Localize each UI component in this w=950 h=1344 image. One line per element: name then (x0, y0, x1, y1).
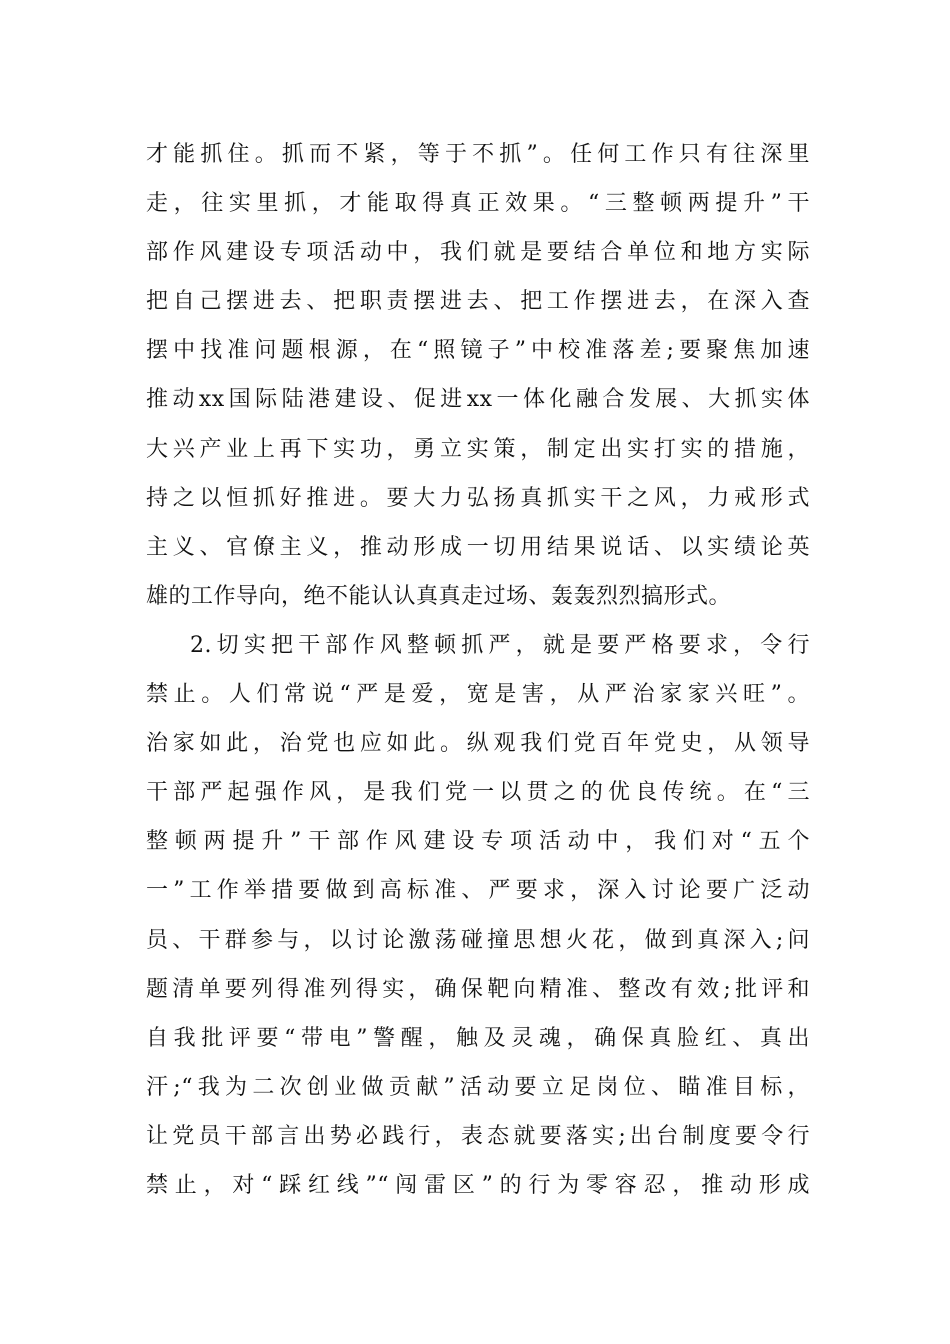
text-line: 干部严起强作风，是我们党一以贯之的优良传统。在“三 (146, 780, 810, 806)
text-line: 持之以恒抓好推进。要大力弘扬真抓实干之风，力戒形式 (146, 485, 810, 511)
text-line: 主义、官僚主义，推动形成一切用结果说话、以实绩论英 (146, 534, 810, 560)
text-line: 走，往实里抓，才能取得真正效果。“三整顿两提升”干 (146, 191, 810, 217)
text-line: 摆中找准问题根源，在“照镜子”中校准落差;要聚焦加速 (146, 338, 810, 364)
text-line: 治家如此，治党也应如此。纵观我们党百年党史，从领导 (146, 731, 810, 757)
text-line: 雄的工作导向，绝不能认认真真走过场、轰轰烈烈搞形式。 (146, 583, 732, 609)
text-line: 整顿两提升”干部作风建设专项活动中，我们对“五个 (146, 829, 810, 855)
document-body (146, 130, 810, 1210)
text-line: 禁止，对“踩红线”“闯雷区”的行为零容忍，推动形成 (146, 1172, 810, 1198)
text-line: 题清单要列得准列得实，确保靶向精准、整改有效;批评和 (146, 976, 810, 1002)
text-line: 才能抓住。抓而不紧，等于不抓”。任何工作只有往深里 (146, 142, 810, 167)
text-line: 一”工作举措要做到高标准、严要求，深入讨论要广泛动 (146, 878, 810, 904)
text-line: 让党员干部言出势必践行，表态就要落实;出台制度要令行 (146, 1123, 810, 1149)
text-line: 汗;“我为二次创业做贡献”活动要立足岗位、瞄准目标， (146, 1074, 810, 1100)
text-line: 员、干群参与，以讨论激荡碰撞思想火花，做到真深入;问 (146, 927, 810, 953)
text-line: 禁止。人们常说“严是爱，宽是害，从严治家家兴旺”。 (146, 682, 810, 708)
text-line: 部作风建设专项活动中，我们就是要结合单位和地方实际 (146, 240, 810, 266)
text-line: 推动xx国际陆港建设、促进xx一体化融合发展、大抓实体 (146, 387, 810, 413)
paragraph-start-line: 2.切实把干部作风整顿抓严，就是要严格要求，令行 (190, 632, 810, 658)
text-line: 自我批评要“带电”警醒，触及灵魂，确保真脸红、真出 (146, 1025, 810, 1051)
text-line: 大兴产业上再下实功，勇立实策，制定出实打实的措施， (146, 436, 810, 462)
text-line: 把自己摆进去、把职责摆进去、把工作摆进去，在深入查 (146, 289, 810, 315)
